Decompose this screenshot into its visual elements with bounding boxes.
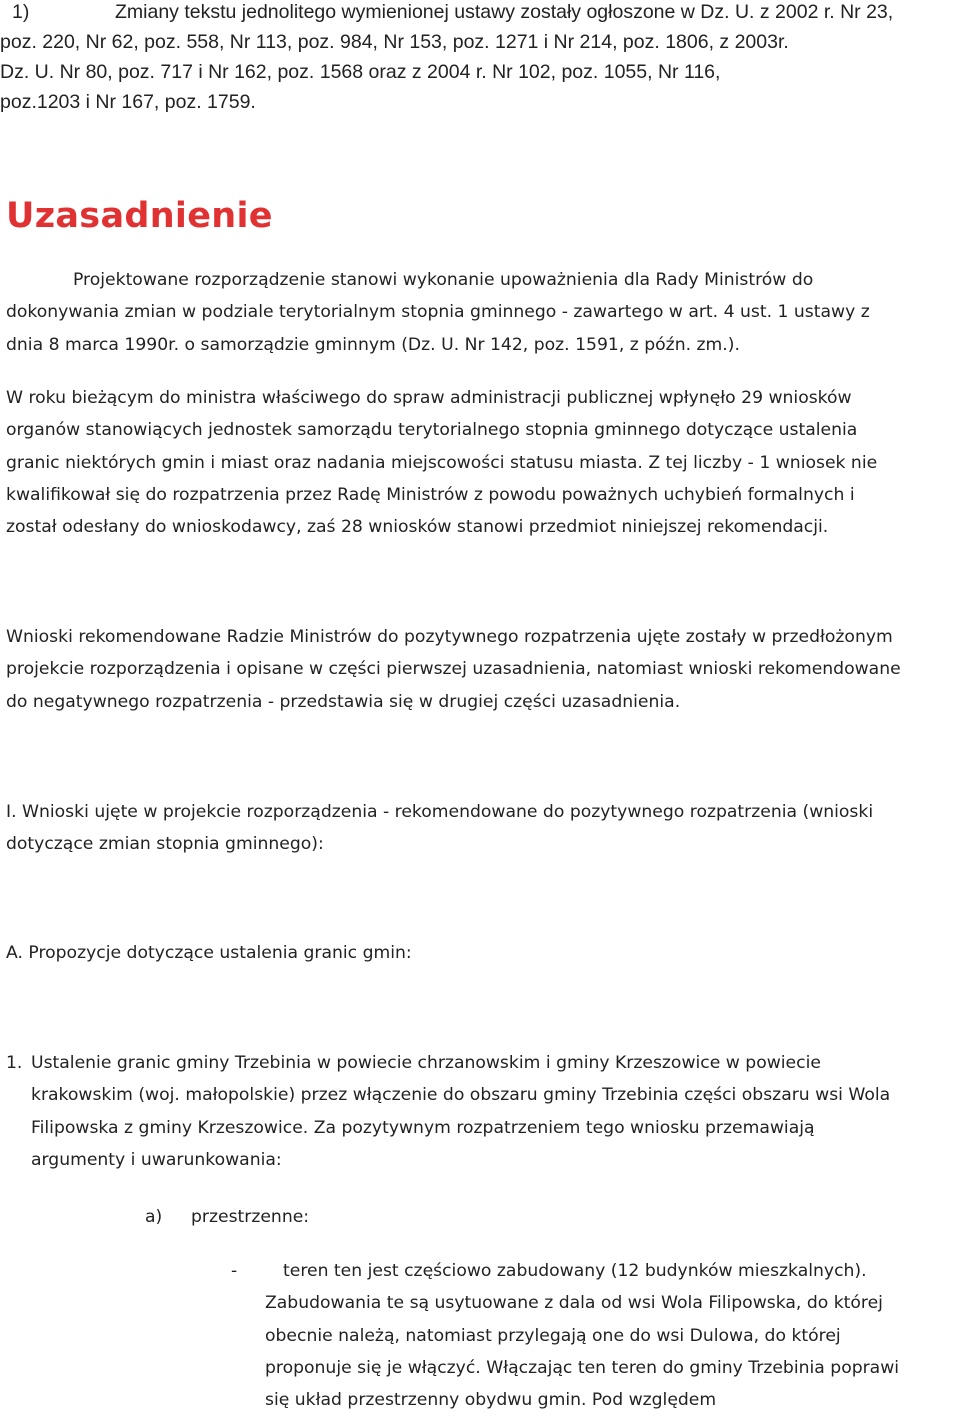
paragraph-line: organów stanowiących jednostek samorządu terytorialnego stopnia gminnego dotyczące ustalenia — [6, 420, 858, 441]
section-i-heading — [6, 796, 956, 861]
intro-paragraph — [6, 264, 956, 361]
paragraph-line: obecnie należą, natomiast przylegają one do wsi Dulowa, do której — [265, 1325, 841, 1346]
paragraph-line: A. Propozycje dotyczące ustalenia granic gmin: — [6, 943, 412, 963]
paragraph-line: argumenty i uwarunkowania: — [31, 1149, 282, 1170]
paragraph-line: został odesłany do wnioskodawcy, zaś 28 wniosków stanowi przedmiot niniejszej rekomendacji. — [6, 517, 829, 538]
section-a-heading — [6, 937, 956, 969]
bullet-text — [265, 1255, 955, 1416]
paragraph-line: Zabudowania te są usytuowane z dala od wsi Wola Filipowska, do której — [265, 1293, 883, 1314]
recommended-paragraph — [6, 621, 956, 718]
paragraph-line: krakowskim (woj. małopolskie) przez włączenie do obszaru gminy Trzebinia części obszaru wsi Wola — [31, 1085, 891, 1106]
paragraph-line: Filipowska z gminy Krzeszowice. Za pozytywnym rozpatrzeniem tego wniosku przemawiają — [31, 1117, 815, 1138]
item-1-text — [31, 1047, 956, 1176]
footnote-line: poz. 220, Nr 62, poz. 558, Nr 113, poz. 984, Nr 153, poz. 1271 i Nr 214, poz. 1806, z 2003r. — [0, 31, 789, 53]
item-number: 1. — [6, 1053, 23, 1073]
paragraph-line: się układ przestrzenny obydwu gmin. Pod względem — [265, 1390, 717, 1411]
applications-paragraph — [6, 382, 956, 543]
footnote-number: 1) — [12, 1, 30, 23]
subitem-label: a) — [145, 1207, 163, 1227]
paragraph-line: I. Wnioski ujęte w projekcie rozporządzenia - rekomendowane do pozytywnego rozpatrzenia (wnioski — [6, 802, 874, 822]
section-heading: Uzasadnienie — [6, 196, 273, 236]
paragraph-line: W roku bieżącym do ministra właściwego do spraw administracji publicznej wpłynęło 29 wniosków — [6, 388, 852, 408]
paragraph-line: kwalifikował się do rozpatrzenia przez Radę Ministrów z powodu poważnych uchybień formalnych i — [6, 484, 855, 505]
subitem-text: przestrzenne: — [191, 1207, 310, 1227]
footnote-line: Zmiany tekstu jednolitego wymienionej ustawy zostały ogłoszone w Dz. U. z 2002 r. Nr 23, — [115, 1, 894, 23]
bullet-dash: - — [231, 1261, 238, 1281]
paragraph-line: Ustalenie granic gminy Trzebinia w powiecie chrzanowskim i gminy Krzeszowice w powiecie — [31, 1053, 821, 1073]
paragraph-line: projekcie rozporządzenia i opisane w części pierwszej uzasadnienia, natomiast wnioski rekomendowane — [6, 659, 901, 680]
paragraph-line: Wnioski rekomendowane Radzie Ministrów do pozytywnego rozpatrzenia ujęte zostały w przedłożonym — [6, 627, 893, 647]
paragraph-line: proponuje się je włączyć. Włączając ten teren do gminy Trzebinia poprawi — [265, 1357, 900, 1378]
paragraph-line: granic niektórych gmin i miast oraz nadania miejscowości statusu miasta. Z tej liczby - 1 wniosek nie — [6, 452, 878, 473]
footnote-line: poz.1203 i Nr 167, poz. 1759. — [0, 91, 256, 113]
footnote-text — [0, 0, 955, 117]
paragraph-line: do negatywnego rozpatrzenia - przedstawia się w drugiej części uzasadnienia. — [6, 691, 681, 712]
footnote-line: Dz. U. Nr 80, poz. 717 i Nr 162, poz. 1568 oraz z 2004 r. Nr 102, poz. 1055, Nr 116, — [0, 61, 721, 83]
paragraph-line: teren ten jest częściowo zabudowany (12 budynków mieszkalnych). — [283, 1261, 867, 1281]
paragraph-line: dotyczące zmian stopnia gminnego): — [6, 834, 324, 855]
paragraph-line: Projektowane rozporządzenie stanowi wykonanie upoważnienia dla Rady Ministrów do — [73, 270, 814, 290]
paragraph-line: dnia 8 marca 1990r. o samorządzie gminnym (Dz. U. Nr 142, poz. 1591, z późn. zm.). — [6, 334, 740, 355]
paragraph-line: dokonywania zmian w podziale terytorialnym stopnia gminnego - zawartego w art. 4 ust. 1 ustawy z — [6, 302, 870, 323]
